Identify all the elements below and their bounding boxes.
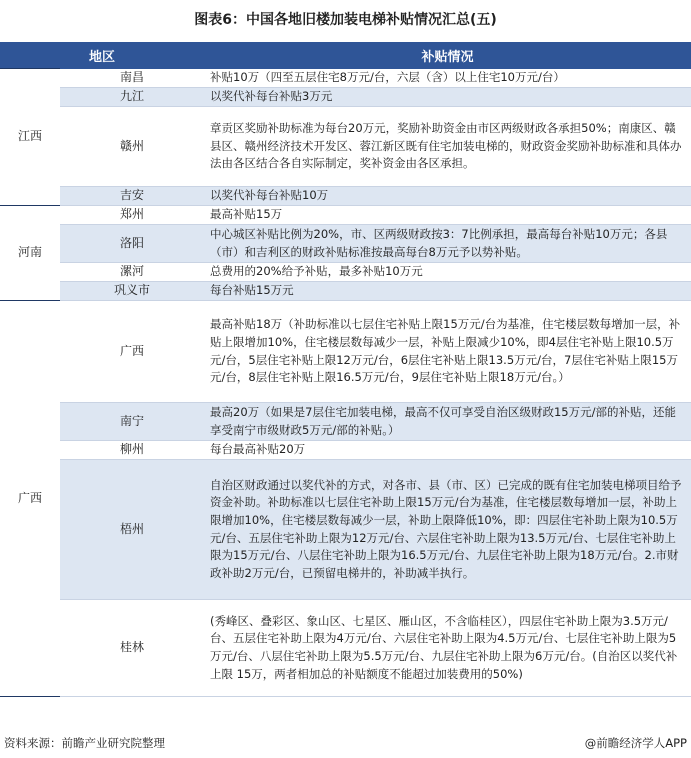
table-row [0,600,691,697]
brand-credit: @前瞻经济学人APP [584,736,687,750]
table-row [0,403,691,441]
subsidy-cell: 最高补贴15万 [204,206,691,225]
city-cell: 南昌 [60,69,204,88]
city-cell: 梧州 [60,460,204,600]
city-cell: 吉安 [60,187,204,206]
subsidy-cell: 以奖代补每台补贴10万 [204,187,691,206]
table-header-row [0,42,691,69]
subsidy-cell: 补贴10万（四至五层住宅8万元/台，六层（含）以上住宅10万元/台） [204,69,691,88]
table-row [0,282,691,301]
city-cell: 赣州 [60,107,204,187]
footer [0,734,691,752]
table-row [0,225,691,263]
subsidy-cell: 自治区财政通过以奖代补的方式，对各市、县（市、区）已完成的既有住宅加装电梯项目给予资金补助。补助标准以七层住宅补助上限15万元/台为基准，住宅楼层数每增加一层，补助上限增加10%，住宅楼层数每减少一层，补助上限降低10%，即：四层住宅补助上限为10.5万元/台、五层住宅补助上限为12万元/台、六层住宅补助上限为13.5万元/台、七层住宅补助上限为15万元/台、八层住宅补助上限为16.5万元/台、九层住宅补助上限为18万元/台。2.市财政补助2万元/台，已预留电梯井的，补助减半执行。 [204,460,691,600]
city-cell: 郑州 [60,206,204,225]
city-cell: 柳州 [60,441,204,460]
source-note: 资料来源：前瞻产业研究院整理 [4,736,165,750]
table-row [0,107,691,187]
table-row [0,460,691,600]
city-cell: 洛阳 [60,225,204,263]
subsidy-cell: 每台最高补贴20万 [204,441,691,460]
city-cell: 南宁 [60,403,204,441]
page-title: 图表6：中国各地旧楼加装电梯补贴情况汇总(五) [194,12,497,28]
table-row [0,301,691,403]
province-cell: 江西 [0,69,60,206]
table-row [0,441,691,460]
province-cell: 河南 [0,206,60,301]
city-cell: 巩义市 [60,282,204,301]
table-row [0,88,691,107]
subsidy-cell: 章贡区奖励补助标准为每台20万元，奖励补助资金由市区两级财政各承担50%；南康区、赣县区、赣州经济技术开发区、蓉江新区既有住宅加装电梯的，财政资金奖励补助标准和具体办法由各区结合各自实际制定，奖补资金由各区承担。 [204,107,691,187]
subsidy-table-container [0,42,691,697]
city-cell: 漯河 [60,263,204,282]
subsidy-cell: 最高20万（如果是7层住宅加装电梯，最高不仅可享受自治区级财政15万元/部的补贴，还能享受南宁市级财政5万元/部的补贴。） [204,403,691,441]
city-cell: 九江 [60,88,204,107]
subsidy-cell: (秀峰区、叠彩区、象山区、七星区、雁山区，不含临桂区），四层住宅补助上限为3.5万元/台、五层住宅补助上限为4万元/台、六层住宅补助上限为4.5万元/台、七层住宅补助上限为5万元/台、八层住宅补助上限为5.5万元/台、九层住宅补助上限为6万元/台。(自治区以奖代补上限 15万，两者相加总的补贴额度不能超过加装费用的50%) [204,600,691,697]
subsidy-cell: 每台补贴15万元 [204,282,691,301]
table-row [0,263,691,282]
subsidy-cell: 中心城区补贴比例为20%，市、区两级财政按3：7比例承担，最高每台补贴10万元；各县（市）和吉利区的财政补贴标准按最高每台8万元予以势补贴。 [204,225,691,263]
header-region: 地区 [0,42,204,69]
province-cell: 广西 [0,301,60,697]
table-row [0,206,691,225]
subsidy-cell: 以奖代补每台补贴3万元 [204,88,691,107]
subsidy-table [0,42,691,697]
header-subsidy: 补贴情况 [204,42,691,69]
city-cell: 桂林 [60,600,204,697]
city-cell: 广西 [60,301,204,403]
table-row [0,187,691,206]
subsidy-cell: 最高补贴18万（补助标准以七层住宅补贴上限15万元/台为基准，住宅楼层数每增加一层，补贴上限增加10%，住宅楼层数每减少一层，补贴上限减少10%，即4层住宅补贴上限10.5万元/台，5层住宅补贴上限12万元/台，6层住宅补贴上限13.5万元/台，7层住宅补贴上限15万元/台，8层住宅补贴上限16.5万元/台，9层住宅补贴上限18万元/台。） [204,301,691,403]
table-row [0,69,691,88]
subsidy-cell: 总费用的20%给予补贴，最多补贴10万元 [204,263,691,282]
